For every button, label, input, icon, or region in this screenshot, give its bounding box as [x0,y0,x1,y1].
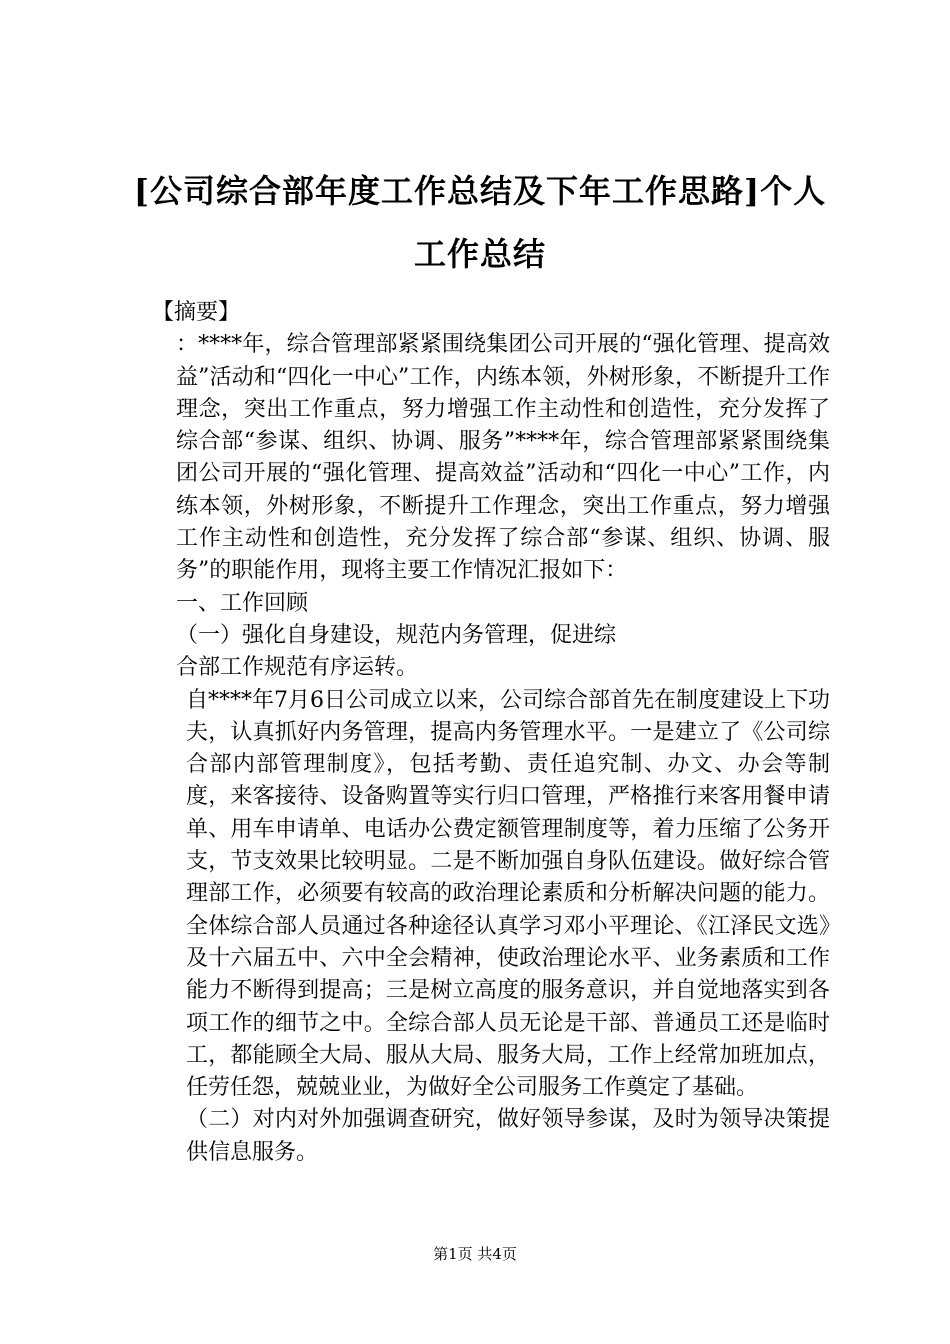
subsection-heading-1: （一）强化自身建设，规范内务管理，促进综 [176,622,617,648]
document-body [130,297,830,1169]
subsection-heading-1-cont: 合部工作规范有序运转。 [176,655,419,681]
paragraph-abstract: ：****年，综合管理部紧紧围绕集团公司开展的“强化管理、提高效益”活动和“四化一中心”工作，内练本领，外树形象，不断提升工作理念，突出工作重点，努力增强工作主动性和创造性，充分发挥了综合部“参谋、组织、协调、服务”****年，综合管理部紧紧围绕集团公司开展的“强化管理、提高效益”活动和“四化一中心”工作，内练本领，外树形象，不断提升工作理念，突出工作重点，努力增强工作主动性和创造性，充分发挥了综合部“参谋、组织、协调、服务”的职能作用，现将主要工作情况汇报如下： [176,332,830,584]
subsection-heading-2: （二）对内对外加强调查研究，做好领导参谋，及时为领导决策提供信息服务。 [186,1107,830,1165]
page-footer: 第1页 共4页 [433,1245,517,1263]
paragraph-internal-management: 自****年7月6日公司成立以来，公司综合部首先在制度建设上下功夫，认真抓好内务管理，提高内务管理水平。一是建立了《公司综合部内部管理制度》，包括考勤、责任追究制、办文、办会等制度，来客接待、设备购置等实行归口管理，严格推行来客用餐申请单、用车申请单、电话办公费定额管理制度等，着力压缩了公务开支，节支效果比较明显。二是不断加强自身队伍建设。做好综合管理部工作，必须要有较高的政治理论素质和分析解决问题的能力。全体综合部人员通过各种途径认真学习邓小平理论、《江泽民文选》及十六届五中、六中全会精神，使政治理论水平、业务素质和工作能力不断得到提高；三是树立高度的服务意识，并自觉地落实到各项工作的细节之中。全综合部人员无论是干部、普通员工还是临时工，都能顾全大局、服从大局、服务大局，工作上经常加班加点，任劳任怨，兢兢业业，为做好全公司服务工作奠定了基础。 [186,687,830,1101]
document-title: [公司综合部年度工作总结及下年工作思路]个人工作总结 [133,172,827,273]
abstract-label: 【摘要】 [152,300,241,325]
section-heading-review: 一、工作回顾 [176,590,309,616]
